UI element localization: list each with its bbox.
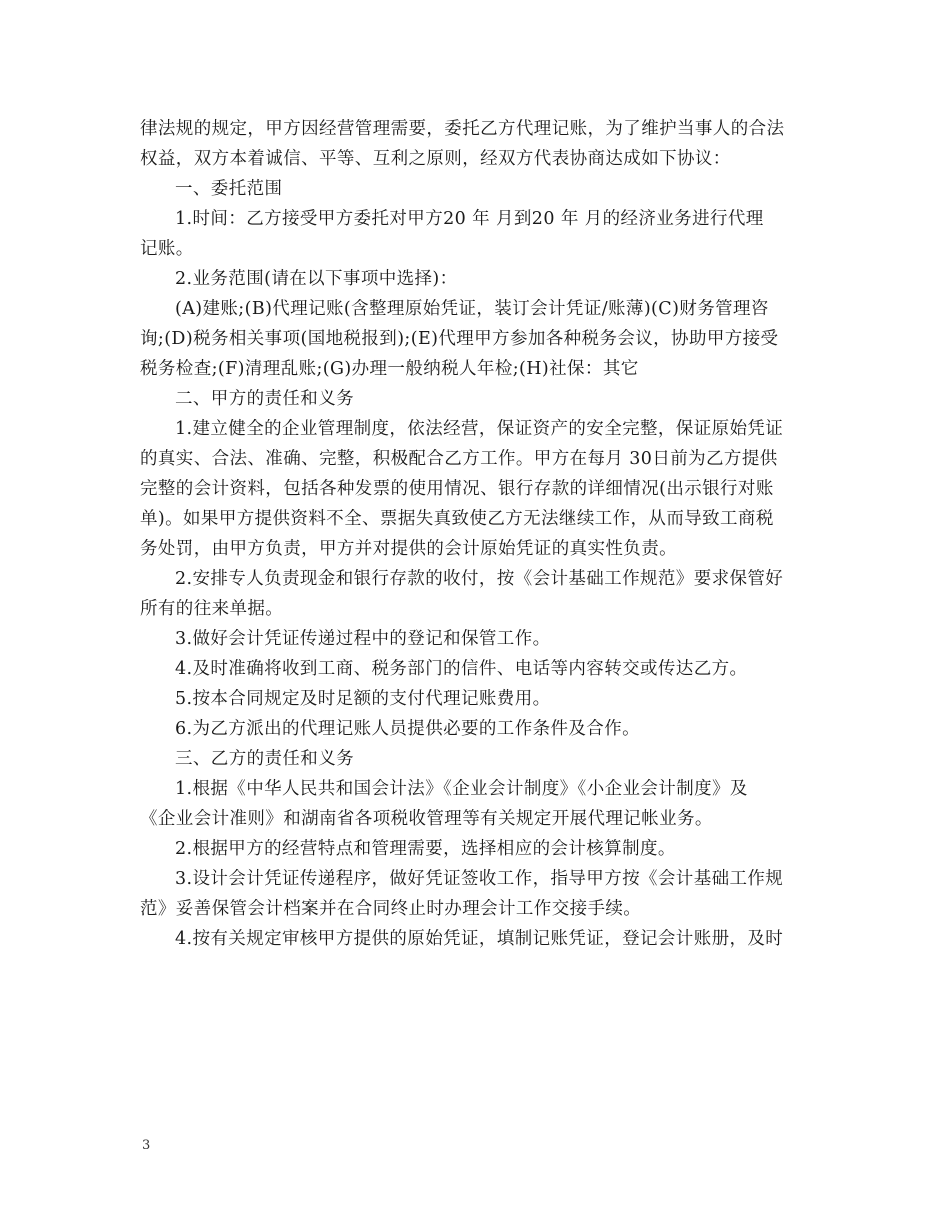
text-line: 2.根据甲方的经营特点和管理需要，选择相应的会计核算制度。 (175, 839, 676, 859)
text-line: 单)。如果甲方提供资料不全、票据失真致使乙方无法继续工作，从而导致工商税 (140, 509, 774, 529)
text-line: (A)建账;(B)代理记账(含整理原始凭证，装订会计凭证/账薄)(C)财务管理咨 (175, 299, 769, 319)
text-line: 的真实、合法、准确、完整，积极配合乙方工作。甲方在每月 30日前为乙方提供 (140, 449, 778, 469)
text-line: 权益，双方本着诚信、平等、互利之原则，经双方代表协商达成如下协议： (140, 149, 731, 169)
text-line: 2.安排专人负责现金和银行存款的收付，按《会计基础工作规范》要求保管好 (175, 569, 784, 589)
text-line: 1.根据《中华人民共和国会计法》《企业会计制度》《小企业会计制度》及 (175, 779, 748, 799)
text-line: 税务检查;(F)清理乱账;(G)办理一般纳税人年检;(H)社保：其它 (140, 359, 639, 379)
document-body (140, 114, 816, 954)
text-line: 务处罚，由甲方负责，甲方并对提供的会计原始凭证的真实性负责。 (140, 539, 677, 559)
text-line: 4.及时准确将收到工商、税务部门的信件、电话等内容转交或传达乙方。 (175, 659, 748, 679)
text-line: 1.建立健全的企业管理制度，依法经营，保证资产的安全完整，保证原始凭证 (175, 419, 784, 439)
text-line: 3.做好会计凭证传递过程中的登记和保管工作。 (175, 629, 551, 649)
text-line: 二、甲方的责任和义务 (175, 389, 354, 409)
text-line: 三、乙方的责任和义务 (175, 749, 354, 769)
page-number: 3 (142, 1138, 151, 1153)
text-line: 3.设计会计凭证传递程序，做好凭证签收工作，指导甲方按《会计基础工作规 (175, 869, 784, 889)
text-line: 记账。 (140, 239, 194, 259)
text-line: 《企业会计准则》和湖南省各项税收管理等有关规定开展代理记帐业务。 (140, 809, 713, 829)
text-line: 1.时间：乙方接受甲方委托对甲方20 年 月到20 年 月的经济业务进行代理 (175, 209, 764, 229)
text-line: 完整的会计资料，包括各种发票的使用情况、银行存款的详细情况(出示银行对账 (140, 479, 774, 499)
text-line: 5.按本合同规定及时足额的支付代理记账费用。 (175, 689, 551, 709)
text-line: 所有的往来单据。 (140, 599, 284, 619)
text-line: 一、委托范围 (175, 179, 283, 199)
text-line: 2.业务范围(请在以下事项中选择)： (175, 269, 458, 289)
text-line: 范》妥善保管会计档案并在合同终止时办理会计工作交接手续。 (140, 899, 642, 919)
text-line: 律法规的规定，甲方因经营管理需要，委托乙方代理记账，为了维护当事人的合法 (140, 119, 785, 139)
text-line: 4.按有关规定审核甲方提供的原始凭证，填制记账凭证，登记会计账册，及时 (175, 929, 784, 949)
text-line: 6.为乙方派出的代理记账人员提供必要的工作条件及合作。 (175, 719, 640, 739)
text-line: 询;(D)税务相关事项(国地税报到);(E)代理甲方参加各种税务会议，协助甲方接受 (140, 329, 779, 349)
